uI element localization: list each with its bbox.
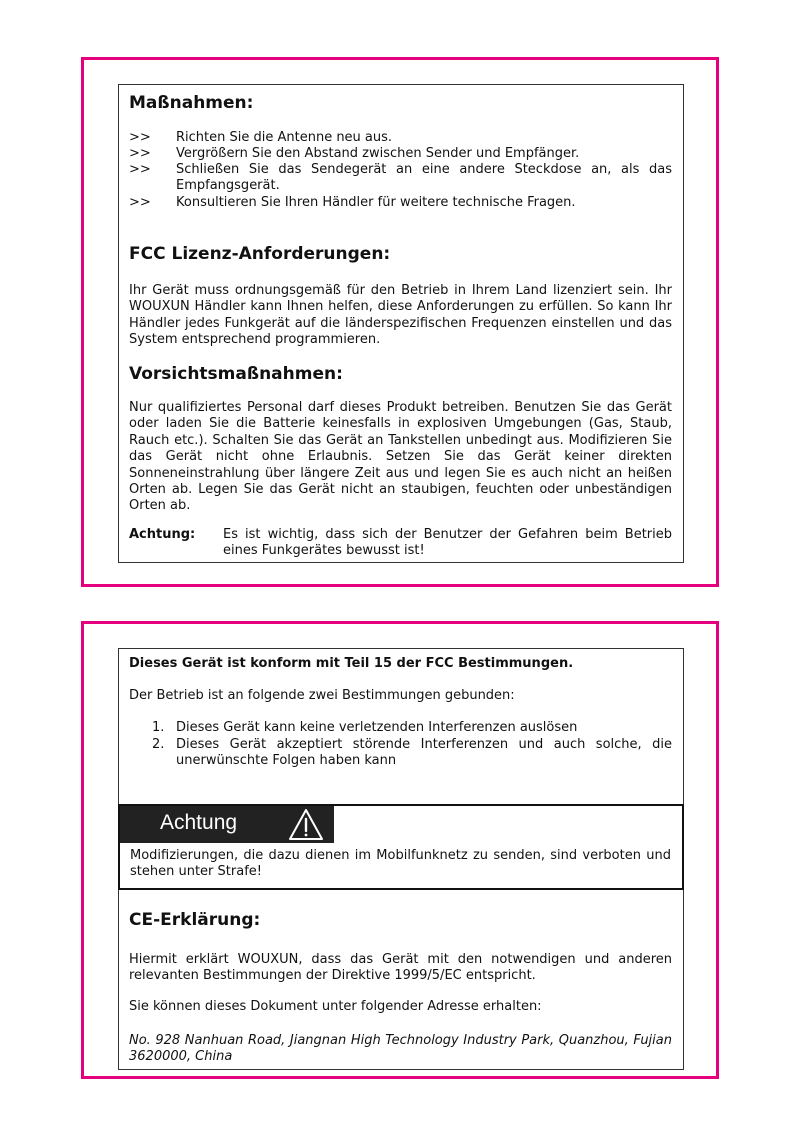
- warning-box: [118, 804, 684, 890]
- ce-address: No. 928 Nanhuan Road, Jiangnan High Technology Industry Park, Quanzhou, Fujian 3620000, China: [129, 1033, 672, 1065]
- warning-text: Modifizierungen, die dazu dienen im Mobilfunknetz zu senden, sind verboten und stehen unter Strafe!: [130, 848, 671, 880]
- ce-heading: CE-Erklärung:: [129, 910, 261, 930]
- precautions-heading: Vorsichtsmaßnahmen:: [129, 364, 343, 384]
- note-label: Achtung:: [129, 527, 196, 542]
- warning-banner: [120, 806, 334, 843]
- note-text: Es ist wichtig, dass sich der Benutzer der Gefahren beim Betrieb eines Funkgerätes bewusst ist!: [223, 527, 672, 559]
- fcc-license-text: Ihr Gerät muss ordnungsgemäß für den Betrieb in Ihrem Land lizenziert sein. Ihr WOUXUN Händler kann Ihnen helfen, diese Anforderungen zu erfüllen. So kann Ihr Händler jedes Funkgerät auf die länderspezifischen Frequenzen einstellen und das System entsprechend programmieren.: [129, 283, 672, 348]
- fcc15-heading: Dieses Gerät ist konform mit Teil 15 der FCC Bestimmungen.: [129, 656, 574, 671]
- ce-text: Hiermit erklärt WOUXUN, dass das Gerät mit den notwendigen und anderen relevanten Bestimmungen der Direktive 1999/5/EC entspricht.: [129, 952, 672, 984]
- list-item: 1. Dieses Gerät kann keine verletzenden Interferenzen auslösen: [152, 720, 578, 735]
- list-item: 2. Dieses Gerät akzeptiert störende Interferenzen und auch solche, die unerwünschte Folgen haben kann: [152, 737, 672, 769]
- fcc-license-heading: FCC Lizenz-Anforderungen:: [129, 244, 391, 264]
- page-frame-bottom: [81, 621, 719, 1079]
- warning-triangle-icon: [288, 808, 324, 841]
- list-item: >> Schließen Sie das Sendegerät an eine andere Steckdose an, als das Empfangsgerät.: [129, 162, 672, 194]
- list-item: >> Vergrößern Sie den Abstand zwischen Sender und Empfänger.: [129, 146, 580, 161]
- content-box-bottom: [118, 648, 684, 1070]
- list-item: >> Richten Sie die Antenne neu aus.: [129, 130, 393, 145]
- content-box-top: [118, 84, 684, 563]
- list-item: >> Konsultieren Sie Ihren Händler für weitere technische Fragen.: [129, 195, 576, 210]
- warning-label: Achtung: [160, 811, 238, 834]
- measures-heading: Maßnahmen:: [129, 93, 254, 113]
- fcc15-intro: Der Betrieb ist an folgende zwei Bestimmungen gebunden:: [129, 688, 515, 703]
- ce-doc-text: Sie können dieses Dokument unter folgender Adresse erhalten:: [129, 999, 542, 1014]
- precautions-text: Nur qualifiziertes Personal darf dieses Produkt betreiben. Benutzen Sie das Gerät oder laden Sie die Batterie keinesfalls in explosiven Umgebungen (Gas, Staub, Rauch etc.). Schalten Sie das Gerät an Tankstellen unbedingt aus. Modifizieren Sie das Gerät nicht ohne Erlaubnis. Setzen Sie das Gerät keiner direkten Sonneneinstrahlung über längere Zeit aus und legen Sie es auch nicht an heißen Orten ab. Legen Sie das Gerät nicht an staubigen, feuchten oder unbeständigen Orten ab.: [129, 400, 672, 514]
- page-frame-top: [81, 57, 719, 587]
